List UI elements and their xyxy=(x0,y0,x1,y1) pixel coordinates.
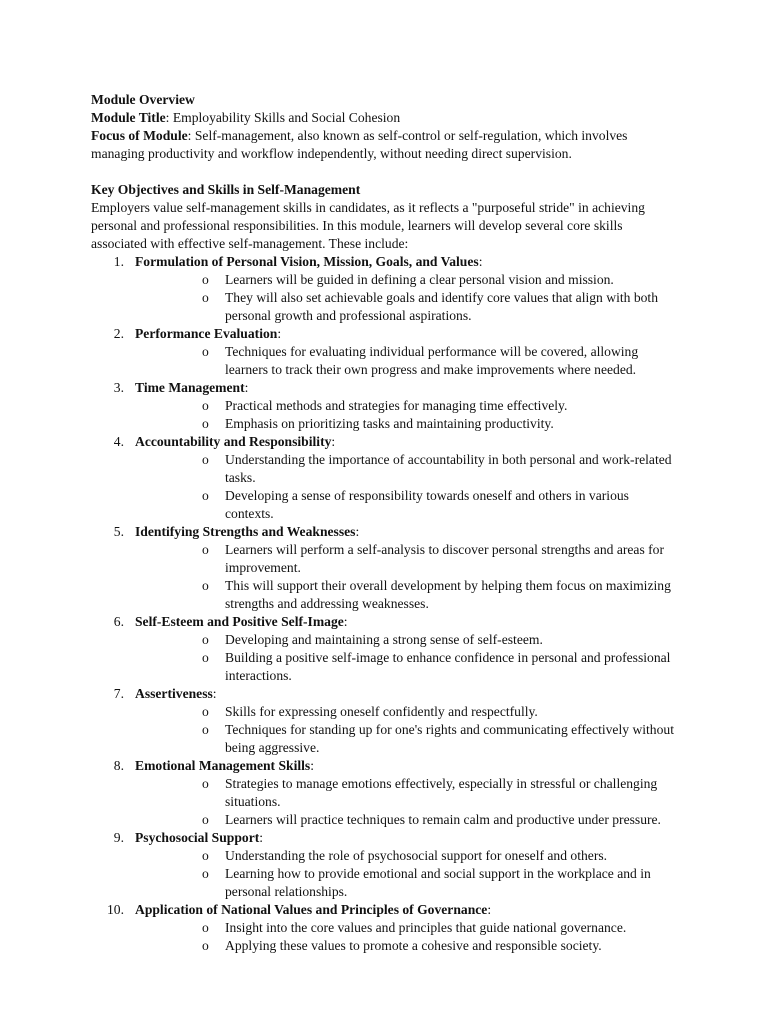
objective-title: Formulation of Personal Vision, Mission, Goals, and Values xyxy=(135,254,479,269)
bullet-item xyxy=(135,919,681,937)
objective-item xyxy=(91,523,681,613)
bullet-text: Learners will practice techniques to remain calm and productive under pressure. xyxy=(225,812,661,827)
bullet-marker: o xyxy=(202,272,209,287)
bullet-item xyxy=(135,649,681,685)
bullet-text: Insight into the core values and principles that guide national governance. xyxy=(225,920,627,935)
bullet-text: Emphasis on prioritizing tasks and maintaining productivity. xyxy=(225,416,554,431)
objective-title-colon: : xyxy=(487,902,492,917)
bullet-marker: o xyxy=(202,650,209,665)
objective-title-colon: : xyxy=(277,326,282,341)
objective-item xyxy=(91,325,681,379)
paragraph-gap xyxy=(91,163,681,181)
bullet-text: Developing a sense of responsibility towards oneself and others in various contexts. xyxy=(225,488,629,521)
objective-title: Self-Esteem and Positive Self-Image xyxy=(135,614,344,629)
objective-item xyxy=(91,613,681,685)
objective-title: Application of National Values and Principles of Governance xyxy=(135,902,488,917)
objective-title: Identifying Strengths and Weaknesses xyxy=(135,524,356,539)
bullet-text: Strategies to manage emotions effectively, especially in stressful or challenging situations. xyxy=(225,776,658,809)
bullet-item xyxy=(135,397,681,415)
module-focus-value: : Self-management, also known as self-control or self-regulation, which involves managing productivity and workflow independently, without needing direct supervision. xyxy=(91,128,628,161)
objective-title-colon: : xyxy=(331,434,336,449)
objective-title-colon: : xyxy=(355,524,360,539)
bullet-item xyxy=(135,775,681,811)
bullet-item xyxy=(135,343,681,379)
bullet-text: Applying these values to promote a cohesive and responsible society. xyxy=(225,938,602,953)
objective-bullets xyxy=(135,775,681,829)
bullet-text: Learners will perform a self-analysis to discover personal strengths and areas for improvement. xyxy=(225,542,664,575)
objective-number: 1. xyxy=(113,254,124,269)
objective-bullets xyxy=(135,631,681,685)
bullet-marker: o xyxy=(202,938,209,953)
objective-item xyxy=(91,253,681,325)
bullet-item xyxy=(135,937,681,955)
bullet-item xyxy=(135,415,681,433)
objective-number: 2. xyxy=(113,326,124,341)
section-intro: Employers value self-management skills in candidates, as it reflects a "purposeful stride" in achieving personal and professional responsibilities. In this module, learners will develop several core skills associated with effective self-management. These include: xyxy=(91,200,645,251)
objective-item xyxy=(91,685,681,757)
bullet-marker: o xyxy=(202,812,209,827)
objective-title: Assertiveness xyxy=(135,686,213,701)
bullet-marker: o xyxy=(202,920,209,935)
objective-bullets xyxy=(135,847,681,901)
bullet-marker: o xyxy=(202,776,209,791)
bullet-text: Learners will be guided in defining a clear personal vision and mission. xyxy=(225,272,614,287)
bullet-marker: o xyxy=(202,488,209,503)
objective-title: Psychosocial Support xyxy=(135,830,260,845)
bullet-text: Practical methods and strategies for managing time effectively. xyxy=(225,398,568,413)
objective-number: 5. xyxy=(113,524,124,539)
objective-title-colon: : xyxy=(244,380,249,395)
objective-item xyxy=(91,379,681,433)
bullet-item xyxy=(135,721,681,757)
objective-bullets xyxy=(135,541,681,613)
bullet-item xyxy=(135,631,681,649)
module-title-line xyxy=(91,109,681,127)
bullet-marker: o xyxy=(202,848,209,863)
objective-bullets xyxy=(135,919,681,955)
bullet-item xyxy=(135,271,681,289)
bullet-item xyxy=(135,703,681,721)
bullet-marker: o xyxy=(202,452,209,467)
objective-bullets xyxy=(135,397,681,433)
objective-number: 6. xyxy=(113,614,124,629)
objective-title: Emotional Management Skills xyxy=(135,758,311,773)
bullet-text: Skills for expressing oneself confidently and respectfully. xyxy=(225,704,538,719)
section-heading: Key Objectives and Skills in Self-Management xyxy=(91,182,361,197)
bullet-text: They will also set achievable goals and identify core values that align with both personal growth and professional aspirations. xyxy=(225,290,658,323)
objective-title: Accountability and Responsibility xyxy=(135,434,332,449)
objective-item xyxy=(91,901,681,955)
objective-bullets xyxy=(135,271,681,325)
objective-bullets xyxy=(135,343,681,379)
bullet-item xyxy=(135,865,681,901)
bullet-marker: o xyxy=(202,290,209,305)
bullet-marker: o xyxy=(202,704,209,719)
objective-title-colon: : xyxy=(212,686,217,701)
bullet-marker: o xyxy=(202,542,209,557)
bullet-text: Techniques for standing up for one's rights and communicating effectively without being aggressive. xyxy=(225,722,674,755)
objective-title-colon: : xyxy=(259,830,264,845)
bullet-text: This will support their overall development by helping them focus on maximizing strengths and addressing weaknesses. xyxy=(225,578,671,611)
objectives-list xyxy=(91,253,681,955)
bullet-item xyxy=(135,487,681,523)
objective-item xyxy=(91,757,681,829)
bullet-marker: o xyxy=(202,866,209,881)
bullet-item xyxy=(135,451,681,487)
objective-number: 8. xyxy=(113,758,124,773)
objective-title: Performance Evaluation xyxy=(135,326,278,341)
bullet-marker: o xyxy=(202,398,209,413)
module-focus-line xyxy=(91,127,681,163)
objective-number: 7. xyxy=(113,686,124,701)
bullet-marker: o xyxy=(202,416,209,431)
objective-title-colon: : xyxy=(343,614,348,629)
objective-bullets xyxy=(135,703,681,757)
objective-number: 4. xyxy=(113,434,124,449)
bullet-text: Learning how to provide emotional and social support in the workplace and in personal relationships. xyxy=(225,866,651,899)
module-overview-heading: Module Overview xyxy=(91,92,195,107)
objective-title: Time Management xyxy=(135,380,245,395)
bullet-item xyxy=(135,289,681,325)
bullet-text: Understanding the role of psychosocial support for oneself and others. xyxy=(225,848,608,863)
bullet-marker: o xyxy=(202,722,209,737)
bullet-text: Understanding the importance of accountability in both personal and work-related tasks. xyxy=(225,452,672,485)
bullet-marker: o xyxy=(202,578,209,593)
objective-number: 9. xyxy=(113,830,124,845)
bullet-text: Developing and maintaining a strong sense of self-esteem. xyxy=(225,632,543,647)
objective-item xyxy=(91,433,681,523)
module-title-label: Module Title xyxy=(91,110,166,125)
objective-item xyxy=(91,829,681,901)
bullet-marker: o xyxy=(202,632,209,647)
bullet-item xyxy=(135,811,681,829)
objective-title-colon: : xyxy=(310,758,314,773)
document-body xyxy=(91,91,681,955)
objective-title-colon: : xyxy=(478,254,483,269)
module-title-value: : Employability Skills and Social Cohesion xyxy=(165,110,401,125)
bullet-item xyxy=(135,847,681,865)
objective-bullets xyxy=(135,451,681,523)
objective-number: 10. xyxy=(107,902,124,917)
bullet-text: Building a positive self-image to enhance confidence in personal and professional interactions. xyxy=(225,650,671,683)
objective-number: 3. xyxy=(113,380,124,395)
bullet-item xyxy=(135,577,681,613)
bullet-marker: o xyxy=(202,344,209,359)
module-focus-label: Focus of Module xyxy=(91,128,188,143)
bullet-item xyxy=(135,541,681,577)
bullet-text: Techniques for evaluating individual performance will be covered, allowing learners to track their own progress and make improvements where needed. xyxy=(225,344,639,377)
